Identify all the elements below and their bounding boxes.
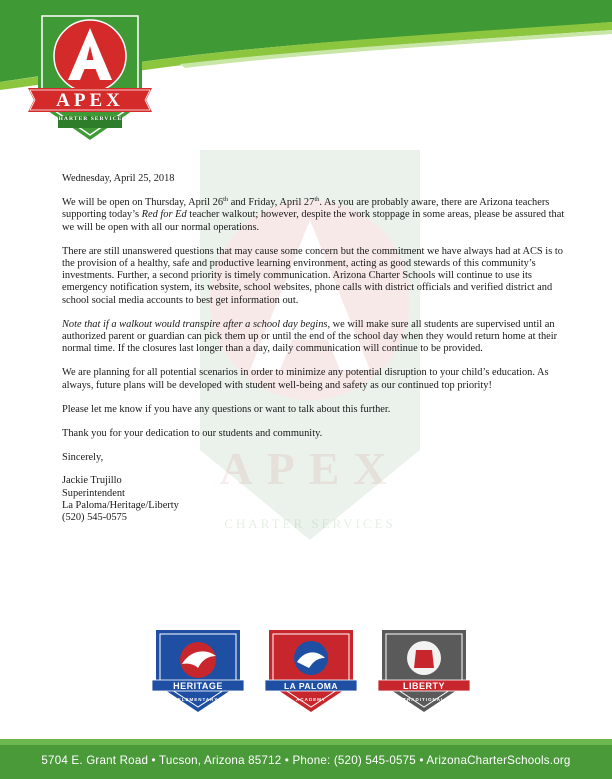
liberty-badge-name: LIBERTY: [402, 681, 445, 691]
signature-block: [62, 475, 572, 524]
closing: Sincerely,: [62, 452, 104, 464]
signature-phone: (520) 545-0575: [62, 512, 127, 524]
heritage-badge-sub: ELEMENTARY: [177, 697, 219, 702]
p1-text-a: We will be open on Thursday, April 26: [62, 197, 224, 209]
p1-emphasis: Red for Ed: [141, 209, 187, 221]
watermark-name: APEX: [219, 443, 401, 494]
p1-text-d: teacher walkout; however, despite the work stoppage in some areas, please be assured that we will be open with all our normal operations.: [62, 209, 565, 233]
paragraph-3: [62, 319, 572, 356]
logo-name: APEX: [56, 90, 124, 111]
letter-body: [62, 173, 572, 536]
signature-name: Jackie Trujillo: [62, 475, 122, 487]
paragraph-2: There are still unanswered questions that may cause some concern but the commitment we have always had at ACS is to the provision of a healthy, safe and productive learning environment, acting as good stewards of this community’s investments. Further, a second priority is timely communication. Arizona Charter Schools will continue to use its emergency notification system, its website, school websites, phone calls with district officials and verified district and school social media accounts to best get information out.: [62, 245, 563, 306]
paragraph-1: [62, 197, 572, 234]
logo-subtitle: CHARTER SERVICES: [53, 116, 127, 122]
p3-text: , we will make sure all students are supervised until an authorized parent or guardian can pick them up or until the end of the school day when they would return home at their normal time. If the closures last longer than a day, daily communication will continue to be provided.: [62, 318, 558, 355]
signature-schools: La Paloma/Heritage/Liberty: [62, 499, 179, 511]
heritage-badge-name: HERITAGE: [173, 681, 223, 691]
la-paloma-badge-name: LA PALOMA: [283, 681, 339, 691]
footer: [0, 739, 612, 779]
footer-band: [0, 739, 612, 745]
p1-sup-2: th: [314, 196, 320, 204]
paragraph-6: Thank you for your dedication to our students and community.: [62, 428, 323, 440]
footer-address: 5704 E. Grant Road • Tucson, Arizona 85712 • Phone: (520) 545-0575 • ArizonaCharterSchools.org: [41, 754, 571, 767]
watermark-subtitle: CHARTER SERVICES: [224, 516, 396, 531]
p1-text-b: and Friday, April 27: [228, 197, 315, 209]
p3-emphasis: Note that if a walkout would transpire after a school day begins: [62, 318, 328, 330]
apex-logo: [28, 8, 152, 144]
paragraph-4: We are planning for all potential scenarios in order to minimize any potential disruption to your child’s education. As always, future plans will be developed with student well-being and safety as our continued top priority!: [62, 367, 549, 391]
la-paloma-badge-sub: ACADEMY: [296, 697, 326, 702]
signature-title: Superintendent: [62, 487, 125, 499]
paragraph-5: Please let me know if you have any questions or want to talk about this further.: [62, 403, 391, 415]
letter-date: Wednesday, April 25, 2018: [62, 173, 175, 184]
p1-sup-1: th: [223, 196, 229, 204]
p1-text-c: . As you are probably aware, there are Arizona teachers supporting today’s: [62, 197, 550, 221]
liberty-badge-sub: TRADITIONAL: [403, 697, 445, 702]
